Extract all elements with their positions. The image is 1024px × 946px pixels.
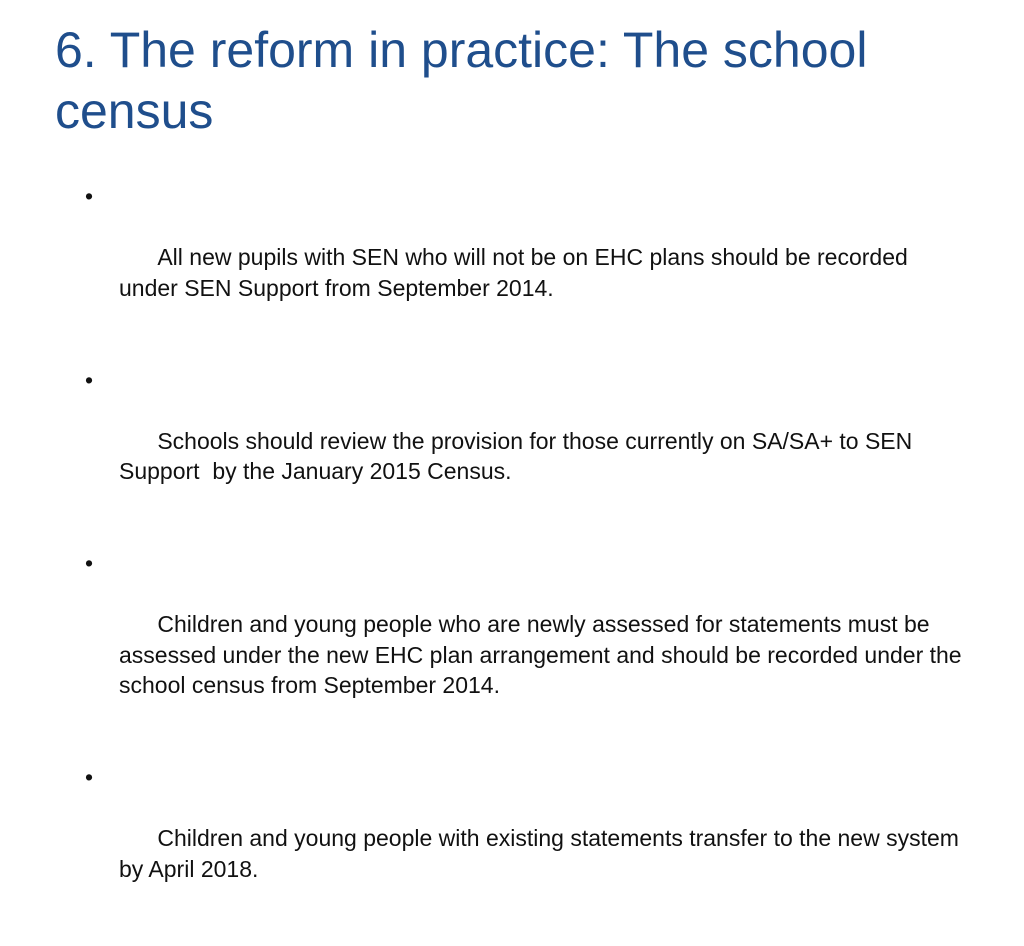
bullet-text: All new pupils with SEN who will not be on EHC plans should be recorded under SEN Support from September 2014. [119, 244, 915, 301]
bullet-icon: • [85, 366, 94, 393]
bullet-text: Children and young people with existing statements transfer to the new system by April 2018. [119, 825, 966, 882]
bullet-item [85, 548, 968, 731]
bullet-icon: • [85, 183, 94, 209]
bullet-icon: • [85, 550, 94, 576]
slide-title: 6. The reform in practice: The school census [55, 22, 868, 139]
bullet-text: Schools should review the provision for those currently on SA/SA+ to SEN Support by the January 2015 Census. [119, 427, 919, 484]
bullet-list [85, 181, 968, 946]
bullet-text: Children and young people who are newly assessed for statements must be assessed under the new EHC plan arrangement and should be recorded under the school census from September 2014. [119, 611, 968, 698]
bullet-icon: • [85, 764, 94, 790]
bullet-item [85, 762, 965, 915]
bullet-item [85, 365, 965, 518]
bullet-item [85, 181, 965, 334]
